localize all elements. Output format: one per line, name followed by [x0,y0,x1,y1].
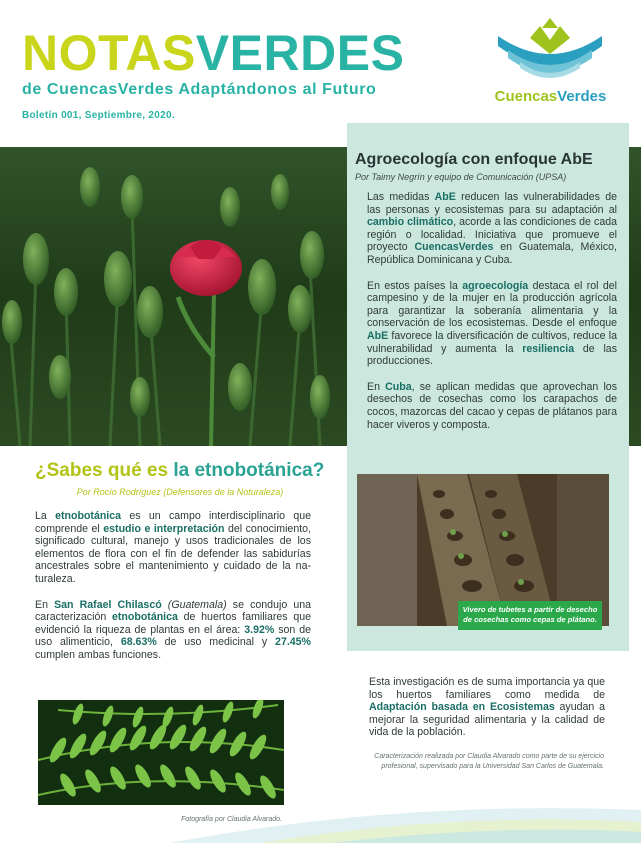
logo-wordmark: CuencasVerdes [494,88,607,105]
ethnobotany-paragraph-1: La etnobotánica es un campo interdisciplinario que comprende el estudio e interpretación del conocimiento, significado cultural, manejo y usos tradicionales de los elementos de flora con el fin de defender las sabidurías ancestrales sobre el mantenimiento y cuidado de la naturaleza. [35,510,311,585]
agroecology-title: Agroecología con enfoque AbE [355,151,593,168]
newsletter-subtitle: de CuencasVerdes Adaptándonos al Futuro [22,81,377,98]
newsletter-title [22,25,405,81]
research-credit-note: Caracterización realizada por Claudia Alvarado como parte de su ejercicio profesional, supervisado para la Universidad San Carlos de Guatemala. [374,753,604,770]
title-part-verdes: VERDES [195,25,405,81]
closing-paragraph: Esta investigación es de suma importancia ya que los huertos familiares como medida de Adaptación basada en Ecosistemas ayudan a mejorar la seguridad alimentaria y la calidad de vida de la población. [369,676,605,739]
agroecology-paragraph-3: En Cuba, se aplican medidas que aprovechan los desechos de cosechas como los carapachos de cocos, mazorcas del cacao y cepas de plátanos para hacer viveros y composta. [367,380,617,431]
agroecology-paragraph-1: Las medidas AbE reducen las vulnerabilidades de las personas y ecosistemas para su adaptación al cambio climático, acorde a las condiciones de cada región o localidad. Iniciativa que promueve el proyecto CuencasVerdes en Guatemala, México, República Dominicana y Cuba. [367,191,617,266]
watershed-logo-icon [494,14,606,88]
cuencasverdes-logo [488,14,613,114]
title-part-notas: NOTAS [22,25,196,81]
ethnobotany-title: ¿Sabes qué es la etnobotánica? [35,460,325,481]
ethnobotany-author: Por Rocío Rodríguez (Defensores de la Noturaleza) [76,487,284,497]
fern-photo-caption: Fotografía por Claudia Alvarado. [181,816,282,823]
decorative-wave-footer [0,790,641,843]
ethnobotany-body [35,510,311,675]
nursery-photo-caption: Vivero de tubetes a partir de desecho de cosechas como cepas de plátano. [458,601,602,630]
agroecology-author: Por Taimy Negrín y equipo de Comunicación (UPSA) [355,172,567,182]
ethnobotany-paragraph-2: En San Rafael Chilascó (Guatemala) se condujo una caracterización etnobotánica de huertos familiares que evidenció la riqueza de plantas en el área: 3.92% son de uso alimenticio, 68.63% de uso medicinal y 27.45% cumplen ambas funciones. [35,598,311,661]
bulletin-date: Boletín 001, Septiembre, 2020. [22,110,175,121]
agroecology-paragraph-2: En estos países la agroecología destaca el rol del campesino y de la mujer en la producción agrícola para garantizar la soberanía alimentaria y la conservación de los ecosistemas. Desde el enfoque AbE favorece la diversificación de cultivos, reduce la vulnerabilidad y aumenta la resiliencia de las producciones. [367,279,617,368]
red-tulip-flower [170,240,242,296]
agroecology-body [367,191,617,444]
